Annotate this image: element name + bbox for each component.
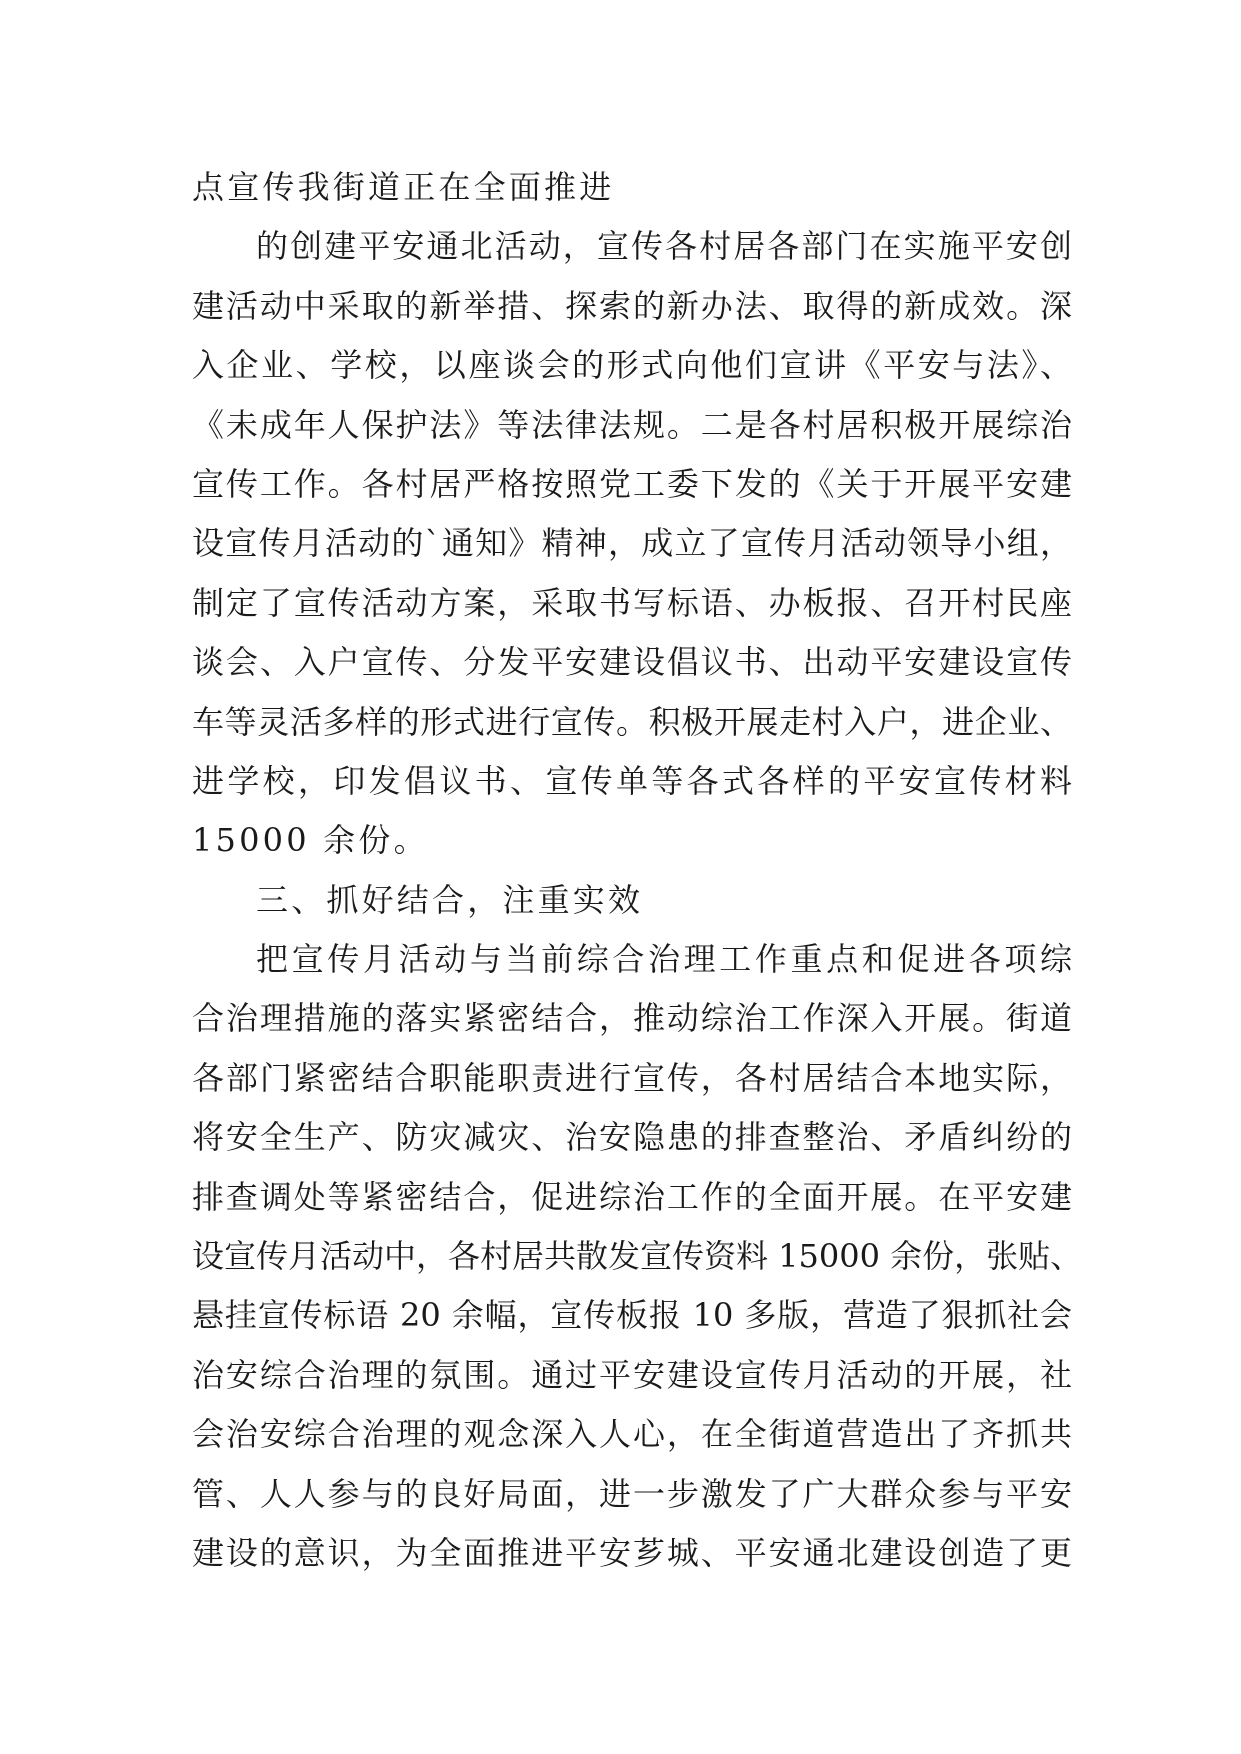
- text-line: 进学校，印发倡议书、宣传单等各式各样的平安宣传材料: [192, 761, 1072, 800]
- text-line: 管、人人参与的良好局面，进一步激发了广大群众参与平安: [192, 1474, 1072, 1513]
- text-line: 15000 余份。: [192, 821, 429, 860]
- text-line: 建设的意识，为全面推进平安芗城、平安通北建设创造了更: [192, 1533, 1072, 1572]
- text-line: 将安全生产、防灾减灾、治安隐患的排查整治、矛盾纠纷的: [192, 1118, 1072, 1157]
- text-line: 会治安综合治理的观念深入人心，在全街道营造出了齐抓共: [192, 1415, 1072, 1454]
- text-line: 《未成年人保护法》等法律法规。二是各村居积极开展综治: [192, 405, 1072, 444]
- text-line: 悬挂宣传标语 20 余幅，宣传板报 10 多版，营造了狠抓社会: [192, 1296, 1072, 1335]
- text-line: 的创建平安通北活动，宣传各村居各部门在实施平安创: [256, 227, 1072, 266]
- text-line: 各部门紧密结合职能职责进行宣传，各村居结合本地实际，: [192, 1058, 1072, 1097]
- text-line: 宣传工作。各村居严格按照党工委下发的《关于开展平安建: [192, 464, 1072, 503]
- body-text: [192, 158, 1083, 1583]
- text-line: 车等灵活多样的形式进行宣传。积极开展走村入户，进企业、: [192, 702, 1072, 741]
- text-line: 入企业、学校，以座谈会的形式向他们宣讲《平安与法》、: [192, 346, 1072, 385]
- text-line: 设宣传月活动中，各村居共散发宣传资料 15000 余份，张贴、: [192, 1237, 1083, 1276]
- text-line: 点宣传我街道正在全面推进: [192, 168, 615, 206]
- text-line: 设宣传月活动的`通知》精神，成立了宣传月活动领导小组，: [192, 524, 1072, 563]
- text-line: 建活动中采取的新举措、探索的新办法、取得的新成效。深: [192, 286, 1072, 325]
- text-line: 制定了宣传活动方案，采取书写标语、办板报、召开村民座: [192, 583, 1072, 622]
- text-line: 三、抓好结合，注重实效: [256, 880, 644, 919]
- text-line: 治安综合治理的氛围。通过平安建设宣传月活动的开展，社: [192, 1355, 1072, 1394]
- text-line: 谈会、入户宣传、分发平安建设倡议书、出动平安建设宣传: [192, 643, 1072, 682]
- text-line: 合治理措施的落实紧密结合，推动综治工作深入开展。街道: [192, 999, 1072, 1038]
- text-line: 把宣传月活动与当前综合治理工作重点和促进各项综: [256, 940, 1072, 979]
- text-line: 排查调处等紧密结合，促进综治工作的全面开展。在平安建: [192, 1177, 1072, 1216]
